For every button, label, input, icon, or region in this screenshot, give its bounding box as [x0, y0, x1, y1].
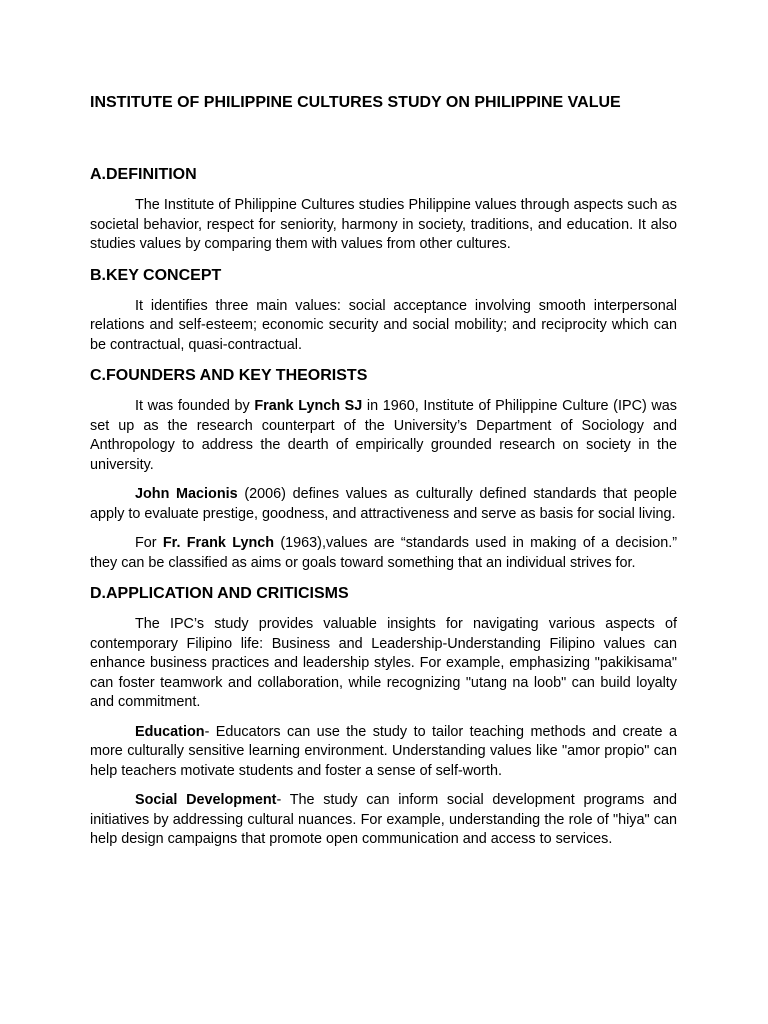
text-run: (1963),values are “standards used in making of a decision.” they can be classified as aims or goals toward something that an individual strives for.: [90, 535, 678, 571]
name-frank-lynch-sj: Frank Lynch SJ: [254, 398, 363, 414]
heading-definition: A.DEFINITION: [90, 166, 197, 183]
document-page: [90, 93, 677, 850]
text-run: - Educators can use the study to tailor teaching methods and create a more culturally sensitive learning environment. Understanding values like "amor propio" can help teachers motivate students and foster a sense of self-worth.: [90, 723, 677, 779]
name-fr-frank-lynch: Fr. Frank Lynch: [162, 535, 275, 551]
paragraph-founders-1: [90, 397, 677, 475]
heading-application: D.APPLICATION AND CRITICISMS: [90, 585, 349, 602]
text-run: in 1960, Institute of Philippine Culture (IPC) was set up as the research counterpart of the University’s Department of Sociology and Anthropology to address the dearth of empirically grounded research on society in the university.: [90, 398, 677, 473]
text-run: It was founded by: [135, 398, 255, 414]
document-title: INSTITUTE OF PHILIPPINE CULTURES STUDY ON PHILIPPINE VALUE: [90, 94, 621, 111]
paragraph-social-development: [90, 791, 677, 850]
paragraph-definition: The Institute of Philippine Cultures studies Philippine values through aspects such as societal behavior, respect for seniority, harmony in society, traditions, and education. It also studies values by comparing them with values from other cultures.: [90, 197, 677, 252]
paragraph-key-concept: It identifies three main values: social acceptance involving smooth interpersonal relations and self-esteem; economic security and social mobility; and reciprocity which can be contractual, quasi-contractual.: [90, 297, 677, 353]
heading-founders: C.FOUNDERS AND KEY THEORISTS: [90, 367, 368, 384]
term-social-development: Social Development: [135, 792, 277, 808]
heading-key-concept: B.KEY CONCEPT: [90, 266, 222, 284]
term-education: Education: [135, 723, 205, 740]
name-john-macionis: John Macionis: [135, 486, 238, 502]
text-run: (2006) defines values as culturally defined standards that people apply to evaluate prestige, goodness, and attractiveness and serve as basis for social living.: [90, 486, 677, 522]
paragraph-founders-2: [90, 485, 677, 524]
text-run: For: [135, 535, 163, 551]
paragraph-founders-3: [90, 534, 677, 573]
paragraph-application-1: The IPC’s study provides valuable insights for navigating various aspects of contemporary Filipino life: Business and Leadership-Understanding Filipino values can enhance business practices and leadership styles. For example, emphasizing "pakikisama" can foster teamwork and collaboration, while recognizing "utang na loob" can build loyalty and commitment.: [90, 616, 677, 710]
text-run: - The study can inform social development programs and initiatives by addressing cultural nuances. For example, understanding the role of "hiya" can help design campaigns that promote open communication and access to services.: [90, 792, 677, 847]
paragraph-education: [90, 723, 677, 782]
